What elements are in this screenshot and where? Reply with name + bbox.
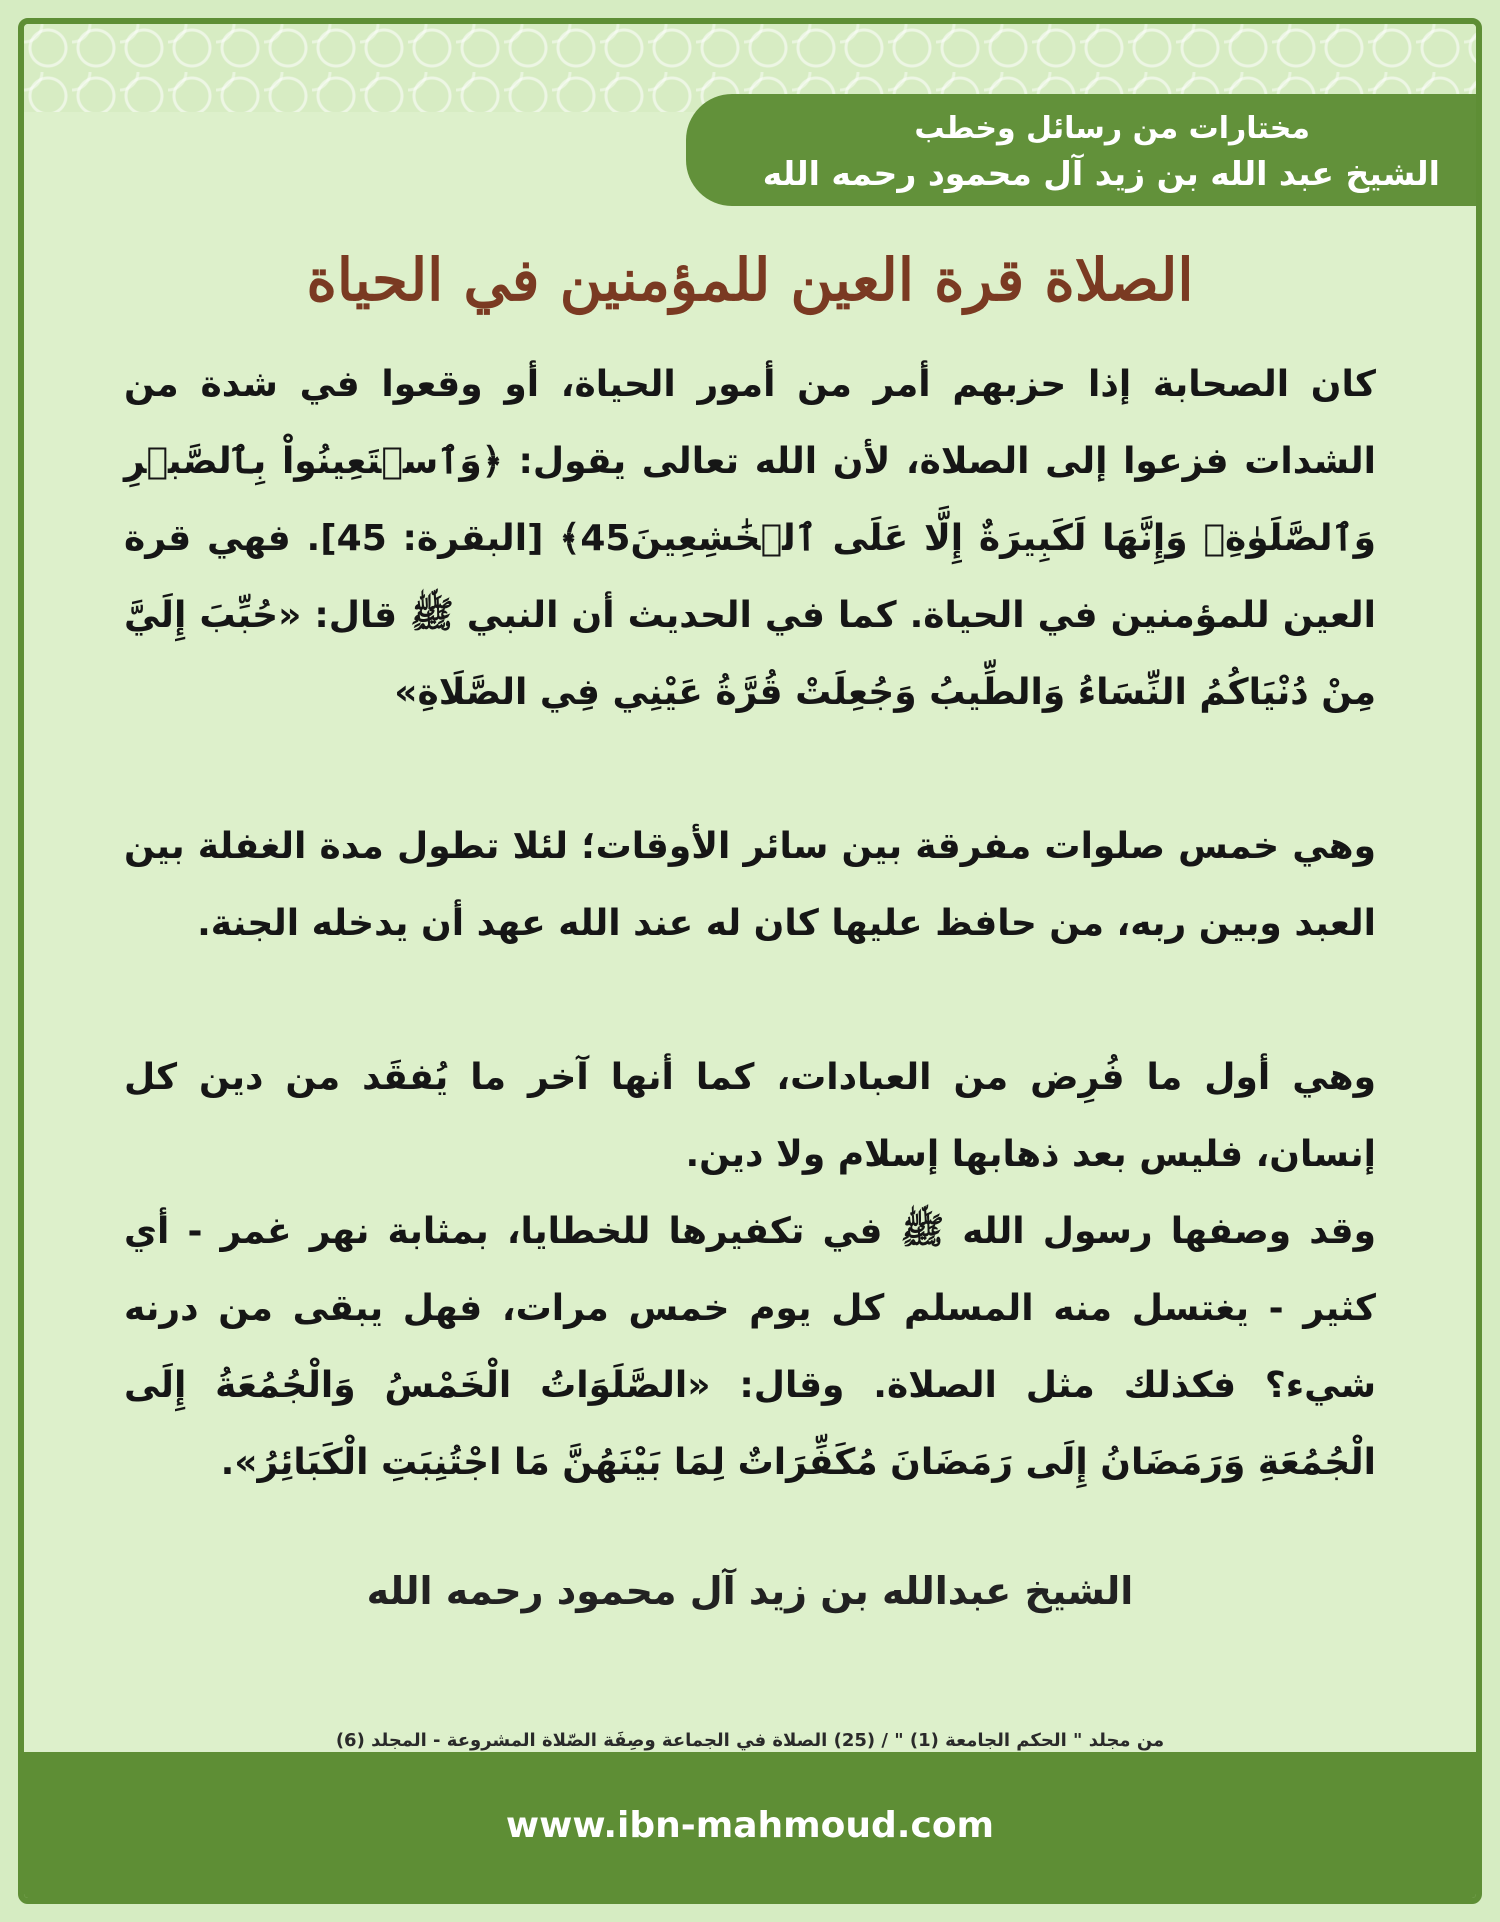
page-frame (18, 18, 1482, 1904)
page-title: الصلاة قرة العين للمؤمنين في الحياة (306, 246, 1194, 314)
paragraph-spacer (124, 731, 1376, 808)
article-body (124, 346, 1376, 1501)
paragraph: وهي أول ما فُرِض من العبادات، كما أنها آخر ما يُفقَد من دين كل إنسان، فليس بعد ذهابها إسلام ولا دين. (124, 1057, 1376, 1175)
header-line-2: الشيخ عبد الله بن زيد آل محمود رحمه الله (762, 154, 1440, 193)
paragraph: وهي خمس صلوات مفرقة بين سائر الأوقات؛ لئلا تطول مدة الغفلة بين العبد وبين ربه، من حافظ عليها كان له عند الله عهد أن يدخله الجنة. (124, 826, 1376, 944)
website-link[interactable]: www.ibn-mahmoud.com (505, 1804, 995, 1846)
paragraph-spacer (124, 962, 1376, 1039)
paragraph: كان الصحابة إذا حزبهم أمر من أمور الحياة، أو وقعوا في شدة من الشدات فزعوا إلى الصلاة، لأن الله تعالى يقول: ﴿وَٱسۡتَعِينُواْ بِٱلصَّبۡرِ وَٱلصَّلَوٰةِۚ وَإِنَّهَا لَكَبِيرَةٌ إِلَّا عَلَى ٱلۡخَٰشِعِينَ45﴾ [البقرة: 45]. فهي قرة العين للمؤمنين في الحياة. كما في الحديث أن النبي ﷺ قال: «حُبِّبَ إِلَيَّ مِنْ دُنْيَاكُمُ النِّسَاءُ وَالطِّيبُ وَجُعِلَتْ قُرَّةُ عَيْنِي فِي الصَّلَاةِ» (124, 364, 1376, 713)
paragraph: وقد وصفها رسول الله ﷺ في تكفيرها للخطايا، بمثابة نهر غمر - أي كثير - يغتسل منه المسلم كل يوم خمس مرات، فهل يبقى من درنه شيء؟ فكذلك مثل الصلاة. وقال: «الصَّلَوَاتُ الْخَمْسُ وَالْجُمُعَةُ إِلَى الْجُمُعَةِ وَرَمَضَانُ إِلَى رَمَضَانَ مُكَفِّرَاتٌ لِمَا بَيْنَهُنَّ مَا اجْتُنِبَتِ الْكَبَائِرُ». (124, 1211, 1376, 1483)
footer-bar (24, 1752, 1476, 1898)
header-line-1: مختارات من رسائل وخطب (914, 111, 1310, 146)
source-reference: من مجلد " الحكم الجامعة (1) " / (25) الصلاة في الجماعة وصِفَة الصّلاة المشروعة - المجلد (6) (335, 1730, 1165, 1751)
header-banner (686, 94, 1476, 206)
author-signature: الشيخ عبدالله بن زيد آل محمود رحمه الله (366, 1569, 1134, 1613)
